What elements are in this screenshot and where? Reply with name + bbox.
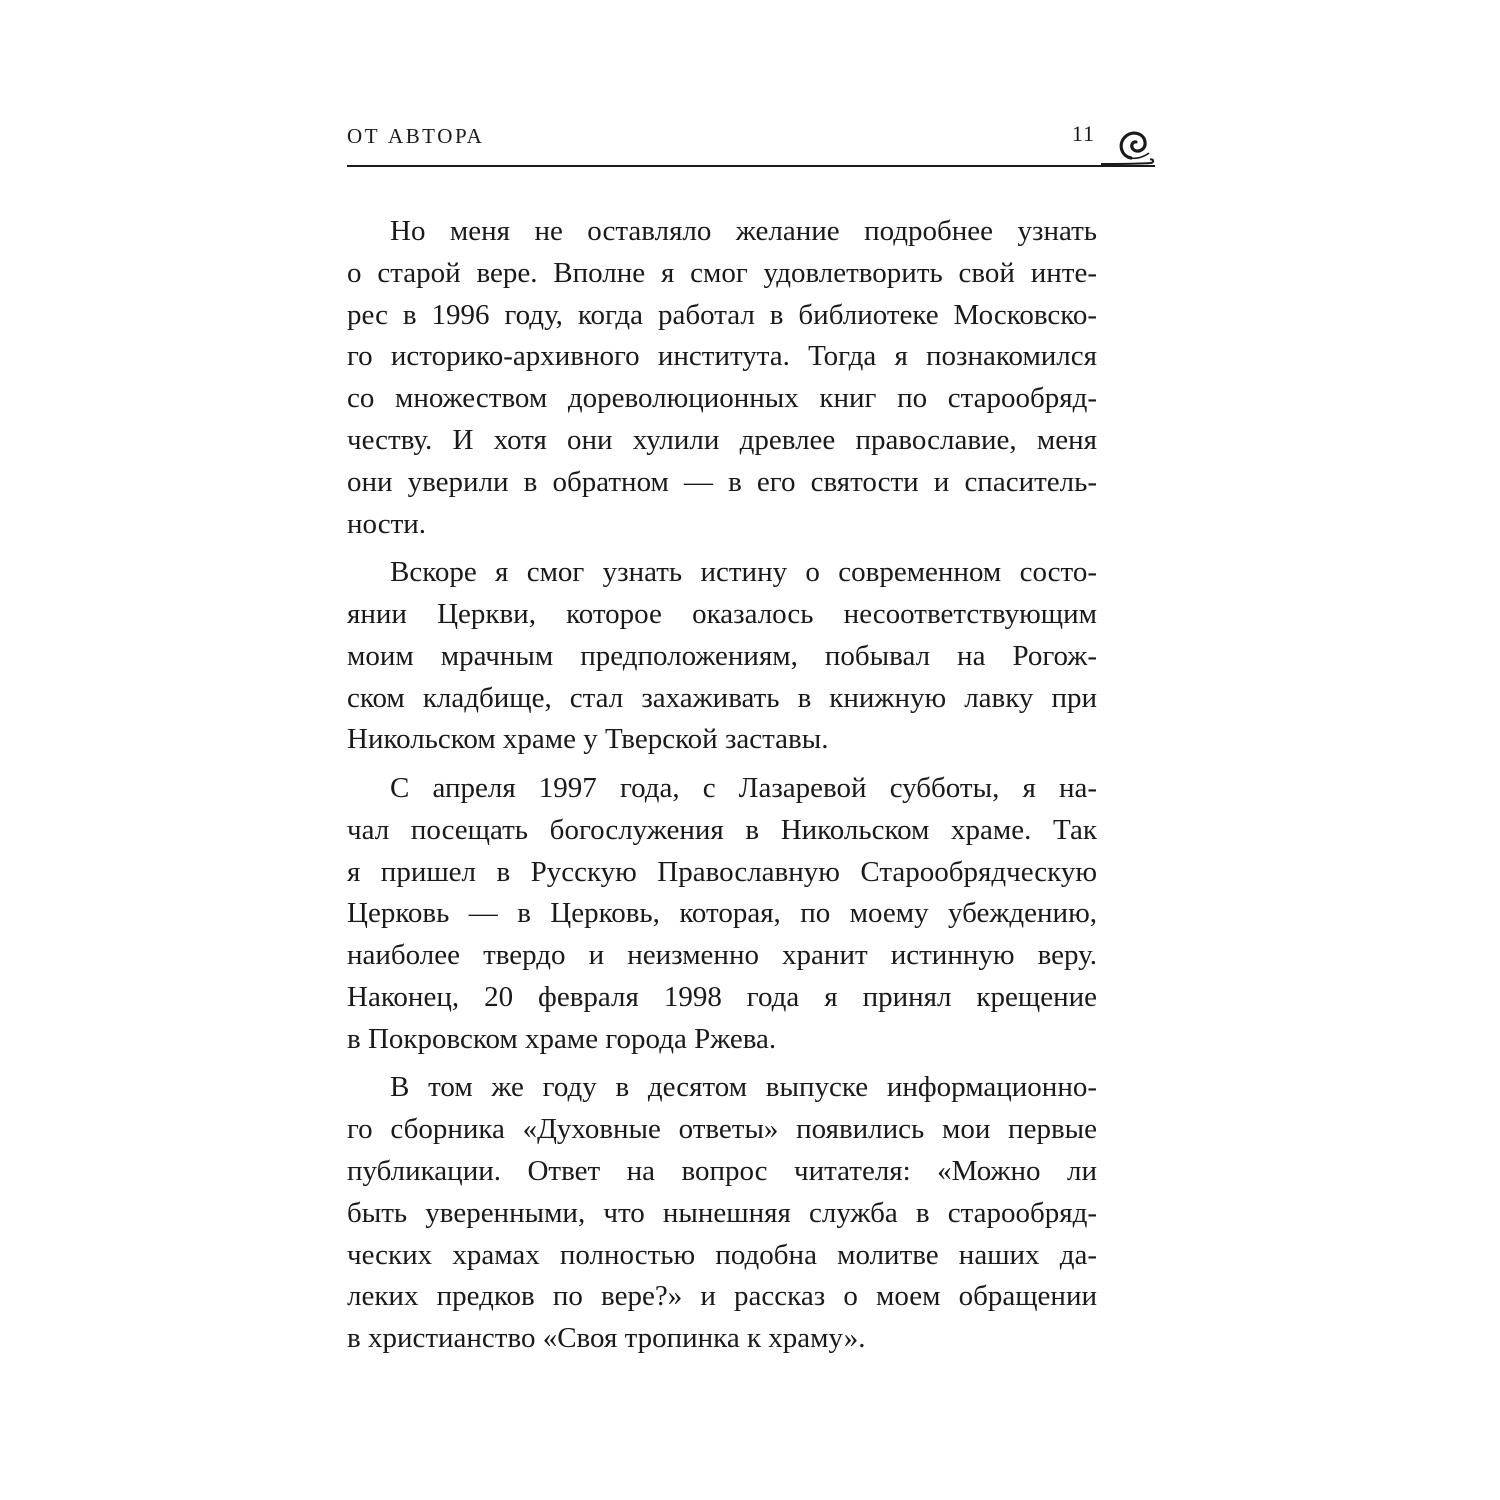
- text-line: они уверили в обратном — в его святости и спаситель-: [347, 465, 1097, 498]
- text-line: ности.: [347, 507, 427, 540]
- text-line: моим мрачным предположениям, побывал на Рогож-: [347, 639, 1097, 672]
- text-line: Но меня не оставляло желание подробнее узнать: [390, 215, 1097, 247]
- paragraph: [347, 1067, 1097, 1360]
- text-line: Вскоре я смог узнать истину о современном состо-: [390, 556, 1097, 589]
- paragraph: [347, 552, 1097, 761]
- body-text: [347, 211, 1097, 1367]
- text-line: ческих храмах полностью подобна молитве наших да-: [347, 1238, 1097, 1271]
- running-head: ОТ АВТОРА: [347, 124, 485, 148]
- header-rule: [347, 165, 1155, 167]
- text-line: публикации. Ответ на вопрос читателя: «Можно ли: [347, 1154, 1097, 1187]
- text-line: честву. И хотя они хулили древлее православие, меня: [347, 423, 1097, 456]
- text-line: Никольском храме у Тверской заставы.: [347, 723, 829, 756]
- text-line: С апреля 1997 года, с Лазаревой субботы, я на-: [390, 771, 1097, 804]
- text-line: Наконец, 20 февраля 1998 года я принял крещение: [347, 980, 1097, 1013]
- text-line: быть уверенными, что нынешняя служба в старообряд-: [347, 1196, 1097, 1229]
- text-line: ском кладбище, стал захаживать в книжную лавку при: [347, 681, 1097, 714]
- text-line: В том же году в десятом выпуске информационно-: [390, 1071, 1097, 1104]
- text-line: со множеством дореволюционных книг по старообряд-: [347, 382, 1097, 415]
- text-line: го историко-архивного института. Тогда я познакомился: [347, 340, 1097, 373]
- text-line: в Покровском храме города Ржева.: [347, 1022, 777, 1055]
- page-header: [347, 118, 1155, 170]
- paragraph: [347, 768, 1097, 1061]
- text-line: я пришел в Русскую Православную Старообрядческую: [347, 855, 1097, 888]
- text-line: рес в 1996 году, когда работал в библиотеке Московско-: [347, 298, 1097, 331]
- text-line: наиболее твердо и неизменно хранит истинную веру.: [347, 939, 1097, 972]
- swirl-ornament-icon: [1097, 118, 1155, 166]
- text-line: чал посещать богослужения в Никольском храме. Так: [347, 813, 1097, 846]
- text-line: Церковь — в Церковь, которая, по моему убеждению,: [347, 897, 1097, 930]
- text-line: о старой вере. Вполне я смог удовлетворить свой инте-: [347, 256, 1097, 289]
- page-number: 11: [1071, 121, 1095, 146]
- text-line: в христианство «Своя тропинка к храму».: [347, 1322, 866, 1355]
- paragraph: [347, 211, 1097, 545]
- text-line: леких предков по вере?» и рассказ о моем обращении: [347, 1280, 1097, 1313]
- text-line: янии Церкви, которое оказалось несоответствующим: [347, 597, 1097, 630]
- text-line: го сборника «Духовные ответы» появились мои первые: [347, 1113, 1097, 1146]
